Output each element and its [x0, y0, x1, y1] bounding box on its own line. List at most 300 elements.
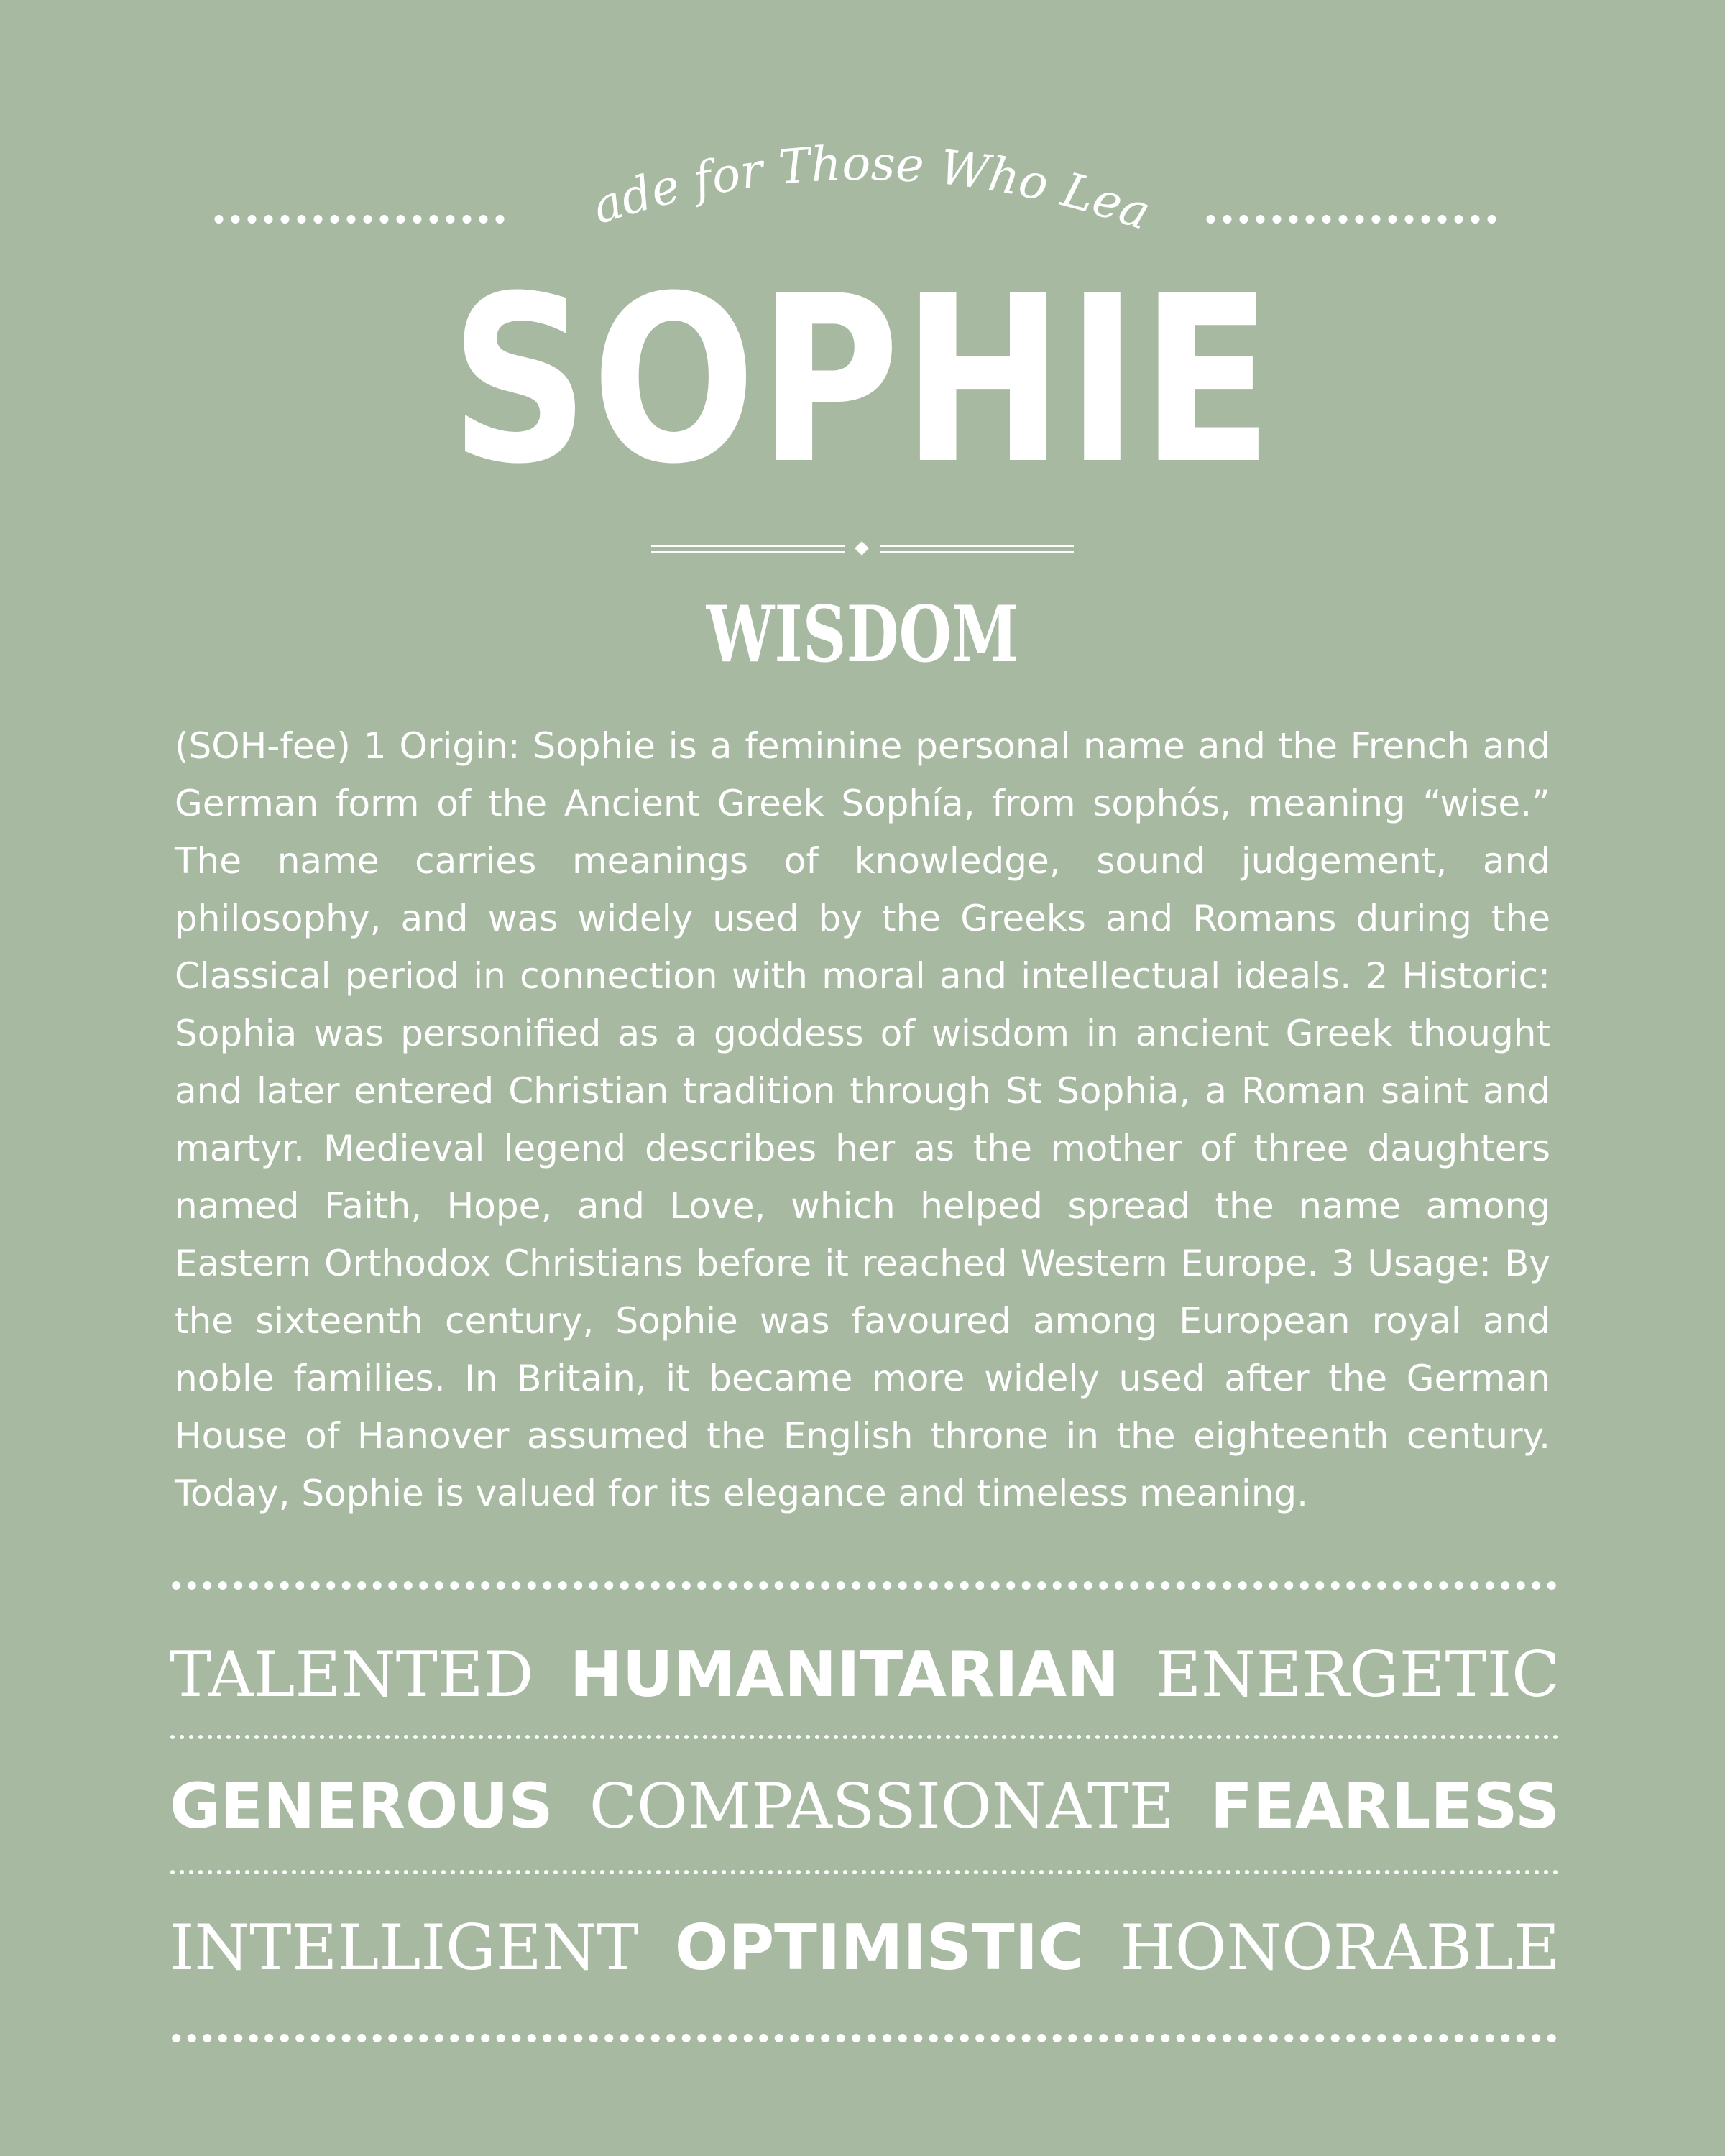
- dot: [974, 1735, 978, 1739]
- dot: [563, 1735, 567, 1739]
- dot: [651, 1581, 660, 1590]
- dot: [796, 1735, 801, 1739]
- dot: [413, 215, 422, 224]
- dot: [1348, 1870, 1352, 1874]
- dot: [172, 1581, 180, 1590]
- dot: [1501, 2034, 1509, 2042]
- dot: [775, 1581, 783, 1590]
- dot: [1011, 1735, 1016, 1739]
- dot: [1189, 1870, 1193, 1874]
- dot: [1192, 1581, 1200, 1590]
- dot: [666, 1735, 670, 1739]
- dot: [1346, 1581, 1355, 1590]
- trait-row-2: [170, 1764, 1560, 1850]
- dot: [722, 1870, 726, 1874]
- dot: [975, 1581, 984, 1590]
- dot: [525, 1735, 530, 1739]
- dot: [1470, 2034, 1478, 2042]
- dot: [1068, 2034, 1077, 2042]
- dot: [1377, 2034, 1386, 2042]
- trait-word: FEARLESS: [1210, 1771, 1560, 1843]
- dot: [1123, 1870, 1128, 1874]
- dot: [528, 1581, 536, 1590]
- dot: [245, 1735, 249, 1739]
- dot: [778, 1870, 782, 1874]
- dot: [1198, 1735, 1202, 1739]
- dot: [1455, 2034, 1463, 2042]
- dot: [435, 1581, 443, 1590]
- dot: [1161, 1870, 1165, 1874]
- dot: [852, 2034, 860, 2042]
- dot: [295, 1581, 304, 1590]
- dot: [1366, 1870, 1371, 1874]
- dot: [890, 1735, 894, 1739]
- dot: [413, 1735, 418, 1739]
- dot: [1245, 1735, 1249, 1739]
- dot: [329, 1870, 334, 1874]
- dot: [731, 1735, 735, 1739]
- dot: [1422, 1735, 1427, 1739]
- dot: [790, 2034, 799, 2042]
- dot: [342, 1581, 351, 1590]
- dot: [722, 1735, 726, 1739]
- dot: [666, 1581, 675, 1590]
- dot: [385, 1870, 390, 1874]
- dot: [1095, 1870, 1100, 1874]
- dot: [1133, 1735, 1137, 1739]
- dot: [273, 1870, 277, 1874]
- tagline: [521, 57, 1157, 241]
- trait-word: GENEROUS: [170, 1771, 553, 1843]
- dot: [1053, 1581, 1062, 1590]
- dot: [1405, 215, 1414, 224]
- trait-word: HONORABLE: [1120, 1911, 1560, 1984]
- dot: [1037, 2034, 1046, 2042]
- dot: [1506, 1735, 1511, 1739]
- dot: [1142, 1870, 1146, 1874]
- dot: [898, 1581, 907, 1590]
- dot: [1310, 1735, 1315, 1739]
- dot: [273, 1735, 277, 1739]
- dotted-separator-top: [170, 1577, 1558, 1594]
- dot: [1223, 215, 1232, 224]
- dot: [507, 1735, 511, 1739]
- dot: [1441, 1735, 1445, 1739]
- dot: [281, 215, 290, 224]
- dot: [282, 1735, 287, 1739]
- dot: [170, 1735, 175, 1739]
- dot: [628, 1870, 632, 1874]
- dot: [180, 1735, 184, 1739]
- dot: [1058, 1870, 1062, 1874]
- dot: [1058, 1735, 1062, 1739]
- dot: [1376, 1870, 1380, 1874]
- dot: [1469, 1735, 1473, 1739]
- dot: [1320, 1870, 1324, 1874]
- dot: [946, 1735, 950, 1739]
- dot: [1408, 2034, 1417, 2042]
- dot: [744, 2034, 753, 2042]
- top-dots-right: [1205, 211, 1498, 228]
- dot: [1376, 1735, 1380, 1739]
- dot: [635, 2034, 644, 2042]
- dot: [450, 1581, 459, 1590]
- dot: [843, 1870, 847, 1874]
- dot: [787, 1735, 791, 1739]
- dot: [965, 1735, 969, 1739]
- dot: [1151, 1735, 1156, 1739]
- dot: [469, 1870, 474, 1874]
- dot: [1289, 215, 1298, 224]
- trait-row-3: [170, 1904, 1560, 1991]
- dot: [528, 2034, 536, 2042]
- dot: [234, 2034, 242, 2042]
- dot: [1095, 1735, 1100, 1739]
- dot: [264, 1735, 268, 1739]
- dot: [1469, 1870, 1473, 1874]
- dot: [914, 2034, 922, 2042]
- dot: [496, 215, 505, 224]
- dot: [188, 2034, 196, 2042]
- dot: [697, 1581, 706, 1590]
- dot: [1006, 2034, 1015, 2042]
- dot: [1404, 1870, 1408, 1874]
- dot: [1177, 2034, 1185, 2042]
- dot: [1067, 1870, 1072, 1874]
- trait-word: HUMANITARIAN: [569, 1638, 1120, 1711]
- dot: [728, 1581, 737, 1590]
- dot: [254, 1870, 259, 1874]
- dot: [694, 1735, 698, 1739]
- dot: [1189, 1735, 1193, 1739]
- dot: [535, 1870, 539, 1874]
- dot: [563, 1870, 567, 1874]
- dot: [1170, 1735, 1174, 1739]
- dot: [1053, 2034, 1062, 2042]
- dot: [589, 1581, 598, 1590]
- dot: [815, 1735, 819, 1739]
- dot: [419, 2034, 428, 2042]
- dot: [790, 1581, 799, 1590]
- dot: [914, 1581, 922, 1590]
- dot: [1049, 1735, 1053, 1739]
- dot: [918, 1870, 922, 1874]
- name-meaning: WISDOM: [706, 589, 1019, 680]
- dot: [1273, 1870, 1277, 1874]
- dot: [1488, 215, 1496, 224]
- dot: [883, 2034, 891, 2042]
- dot: [1037, 1581, 1046, 1590]
- dot: [1002, 1870, 1006, 1874]
- dot: [1424, 2034, 1432, 2042]
- dot: [331, 215, 339, 224]
- dot: [983, 1870, 988, 1874]
- dot: [1366, 1735, 1371, 1739]
- dot: [796, 1870, 801, 1874]
- dot: [1130, 2034, 1138, 2042]
- dot: [339, 1735, 343, 1739]
- dot: [1301, 1735, 1305, 1739]
- dot: [413, 1870, 418, 1874]
- dot: [604, 2034, 613, 2042]
- dot: [419, 1581, 428, 1590]
- dot: [1408, 1581, 1417, 1590]
- dot: [236, 1870, 240, 1874]
- dot: [463, 215, 472, 224]
- dot: [479, 215, 488, 224]
- dotted-separator-2: [170, 1868, 1558, 1876]
- dot: [1179, 1870, 1184, 1874]
- trait-word: ENERGETIC: [1155, 1638, 1560, 1711]
- dot: [600, 1735, 604, 1739]
- dot: [188, 1581, 196, 1590]
- dot: [821, 2034, 829, 2042]
- dot: [1208, 2034, 1216, 2042]
- dot: [1329, 1870, 1333, 1874]
- dot: [1338, 1870, 1343, 1874]
- dot: [852, 1735, 857, 1739]
- dot: [1130, 1581, 1138, 1590]
- dot: [1207, 215, 1215, 224]
- dot: [837, 2034, 845, 2042]
- dot: [180, 1870, 184, 1874]
- dot: [1346, 2034, 1355, 2042]
- dot: [1516, 1870, 1520, 1874]
- dot: [254, 1735, 259, 1739]
- dot: [1084, 1581, 1092, 1590]
- dot: [295, 2034, 304, 2042]
- dot: [834, 1870, 838, 1874]
- dot: [1273, 1735, 1277, 1739]
- dot: [1478, 1870, 1483, 1874]
- dot: [543, 1581, 551, 1590]
- dot: [768, 1870, 773, 1874]
- dot: [1198, 1870, 1202, 1874]
- dot: [1114, 1735, 1118, 1739]
- dot: [1535, 1735, 1539, 1739]
- dot: [497, 1581, 505, 1590]
- dot: [264, 1581, 273, 1590]
- dot: [292, 1870, 296, 1874]
- dot: [1300, 2034, 1309, 2042]
- dot: [1177, 1581, 1185, 1590]
- dot: [404, 1581, 413, 1590]
- dot: [1099, 1581, 1108, 1590]
- dot: [651, 2034, 660, 2042]
- dot: [974, 1870, 978, 1874]
- dot: [1362, 1581, 1371, 1590]
- dot: [713, 1581, 722, 1590]
- dot: [339, 1870, 343, 1874]
- dot: [815, 1870, 819, 1874]
- dot: [991, 2034, 1000, 2042]
- dot: [697, 2034, 706, 2042]
- dot: [1356, 215, 1364, 224]
- dot: [1516, 1735, 1520, 1739]
- dot: [367, 1735, 371, 1739]
- dot: [806, 1870, 810, 1874]
- dotted-separator-bottom: [170, 2030, 1558, 2047]
- dot: [960, 1581, 969, 1590]
- dot: [481, 2034, 489, 2042]
- name-title: SOPHIE: [450, 247, 1275, 515]
- top-dots-left: [213, 211, 506, 228]
- dot: [404, 1735, 408, 1739]
- dot: [460, 1735, 464, 1739]
- dot: [955, 1870, 960, 1874]
- dot: [712, 1735, 717, 1739]
- dot: [218, 1581, 227, 1590]
- dot: [1161, 2034, 1169, 2042]
- dot: [1553, 1735, 1558, 1739]
- dot: [806, 1581, 814, 1590]
- dot: [1517, 1581, 1525, 1590]
- dot: [656, 1735, 661, 1739]
- dot: [1506, 1870, 1511, 1874]
- dot: [778, 1735, 782, 1739]
- dot: [208, 1735, 212, 1739]
- dot: [1077, 1735, 1081, 1739]
- ornament-line-right: [880, 545, 1074, 553]
- dot: [675, 1870, 679, 1874]
- dot: [1450, 1870, 1455, 1874]
- dot: [871, 1735, 875, 1739]
- dot: [1254, 2034, 1262, 2042]
- dot: [604, 1581, 613, 1590]
- dot: [430, 215, 438, 224]
- dot: [1339, 215, 1348, 224]
- dot: [248, 215, 257, 224]
- dot: [236, 1735, 240, 1739]
- dot: [280, 1581, 289, 1590]
- dot: [1488, 1735, 1492, 1739]
- dot: [1389, 215, 1397, 224]
- dot: [423, 1735, 427, 1739]
- dot: [512, 2034, 520, 2042]
- dot: [1393, 1581, 1402, 1590]
- dot: [620, 2034, 629, 2042]
- dot: [441, 1735, 446, 1739]
- dot: [1292, 1870, 1296, 1874]
- dot: [558, 1581, 567, 1590]
- dot: [638, 1870, 642, 1874]
- dot: [647, 1735, 651, 1739]
- dot: [1385, 1870, 1389, 1874]
- dot: [1208, 1870, 1212, 1874]
- dotted-separator-1: [170, 1733, 1558, 1741]
- dot: [581, 1870, 586, 1874]
- dot: [1439, 2034, 1448, 2042]
- dot: [373, 2034, 382, 2042]
- dot: [1123, 1735, 1128, 1739]
- dot: [852, 1870, 857, 1874]
- dot: [1439, 1581, 1448, 1590]
- dot: [574, 1581, 582, 1590]
- dot: [435, 2034, 443, 2042]
- name-description: (SOH-fee) 1 Origin: Sophie is a feminine personal name and the French and German form of the Ancient Greek Sophía, from sophós, meaning “wise.” The name carries meanings of knowledge, sound judgement, and philosophy, and was widely used by the Greeks and Romans during the Classical period in connection with moral and intellectual ideals. 2 Historic: Sophia was personified as a goddess of wisdom in ancient Greek thought and later entered Christian tradition through St Sophia, a Roman saint and martyr. Medieval legend describes her as the mother of three daughters named Faith, Hope, and Love, which helped spread the name among Eastern Orthodox Christians before it reached Western Europe. 3 Usage: By the sixteenth century, Sophie was favoured among European royal and noble families. In Britain, it became more widely used after the German House of Hanover assumed the English throne in the eighteenth century. Today, Sophie is valued for its elegance and timeless meaning.: [175, 725, 1550, 1514]
- dot: [1236, 1735, 1240, 1739]
- dot: [348, 1870, 352, 1874]
- dot: [1086, 1735, 1090, 1739]
- dot: [703, 1870, 707, 1874]
- dot: [364, 215, 372, 224]
- dot: [264, 2034, 273, 2042]
- dot: [544, 1735, 548, 1739]
- dot: [481, 1581, 489, 1590]
- dot: [451, 1870, 455, 1874]
- dot: [395, 1735, 399, 1739]
- dot: [479, 1735, 483, 1739]
- dot: [423, 1870, 427, 1874]
- dot: [1432, 1735, 1436, 1739]
- dot: [628, 1735, 632, 1739]
- dot: [1223, 2034, 1231, 2042]
- dot: [553, 1735, 558, 1739]
- dot: [1217, 1735, 1221, 1739]
- dot: [759, 1870, 763, 1874]
- dot: [1170, 1870, 1174, 1874]
- dot: [1254, 1581, 1262, 1590]
- dot: [1547, 2034, 1556, 2042]
- dot: [821, 1581, 829, 1590]
- dot: [282, 1870, 287, 1874]
- dot: [404, 2034, 413, 2042]
- tagline-text: Made for Those Who Lead: [522, 57, 1158, 241]
- dot: [1039, 1735, 1044, 1739]
- dot: [198, 1735, 203, 1739]
- dot: [1372, 215, 1381, 224]
- dot: [1284, 2034, 1293, 2042]
- dot: [1049, 1870, 1053, 1874]
- dot: [189, 1735, 193, 1739]
- dot: [1357, 1735, 1361, 1739]
- dot: [1030, 1735, 1034, 1739]
- dot: [507, 1870, 511, 1874]
- dot: [553, 1870, 558, 1874]
- dot: [929, 1581, 938, 1590]
- dot: [1086, 1870, 1090, 1874]
- dot: [759, 2034, 768, 2042]
- dot: [460, 1870, 464, 1874]
- dot: [675, 1735, 679, 1739]
- dot: [1254, 1870, 1259, 1874]
- dot: [310, 1735, 315, 1739]
- dot: [927, 1870, 932, 1874]
- dot: [983, 1735, 988, 1739]
- dot: [1394, 1870, 1399, 1874]
- dot: [1245, 1870, 1249, 1874]
- dot: [1553, 1870, 1558, 1874]
- dot: [342, 2034, 351, 2042]
- dot: [310, 1870, 315, 1874]
- dot: [1331, 1581, 1340, 1590]
- dot: [388, 1581, 397, 1590]
- dot: [1006, 1581, 1015, 1590]
- dot: [466, 2034, 474, 2042]
- dot: [843, 1735, 847, 1739]
- dot: [1146, 1581, 1154, 1590]
- ornament-divider: [651, 542, 1074, 556]
- dot: [432, 1870, 436, 1874]
- dot: [1306, 215, 1315, 224]
- dot: [740, 1870, 745, 1874]
- dot: [301, 1735, 305, 1739]
- dot: [1077, 1870, 1081, 1874]
- dot: [1331, 2034, 1340, 2042]
- dot: [868, 2034, 876, 2042]
- dot: [1030, 1870, 1034, 1874]
- dot: [1532, 2034, 1540, 2042]
